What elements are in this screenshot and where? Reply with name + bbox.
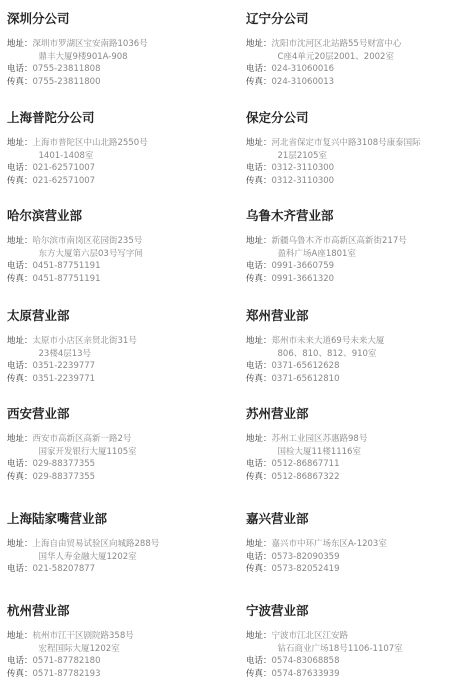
office-name: 辽宁分公司	[246, 11, 309, 26]
phone-label: 电话：	[246, 361, 272, 371]
office-card-jiaxing	[246, 512, 387, 576]
phone-value: 0574-83068858	[271, 656, 340, 666]
phone-label: 电话：	[7, 163, 33, 173]
phone-label: 电话：	[246, 163, 272, 173]
fax-label: 传真：	[7, 373, 33, 384]
phone-row	[7, 260, 143, 273]
office-name: 上海陆家嘴营业部	[7, 511, 108, 526]
fax-value: 0371-65612810	[271, 373, 340, 384]
office-name: 太原营业部	[7, 308, 70, 323]
fax-row	[7, 471, 137, 484]
address-label: 地址：	[246, 39, 272, 49]
phone-label: 电话：	[7, 564, 33, 574]
fax-value: 0451-87751191	[32, 273, 101, 284]
fax-label: 传真：	[246, 471, 272, 482]
phone-value: 021-58207877	[32, 564, 96, 574]
fax-label: 传真：	[7, 668, 33, 679]
address-row	[7, 235, 143, 260]
phone-value: 0755-23811808	[32, 64, 101, 74]
address-label: 地址：	[246, 434, 272, 444]
address-label: 地址：	[7, 539, 33, 549]
address-label: 地址：	[7, 236, 33, 246]
phone-row	[7, 63, 148, 76]
address-value: 宁波市江北区江安路 钻石商业广场18号1106-1107室	[271, 631, 403, 654]
phone-row	[7, 360, 137, 373]
office-name: 杭州营业部	[7, 603, 70, 618]
fax-value: 0573-82052419	[271, 564, 340, 574]
fax-value: 029-88377355	[32, 471, 96, 482]
office-name: 郑州营业部	[246, 308, 309, 323]
address-row	[7, 137, 148, 162]
fax-label: 传真：	[246, 373, 272, 384]
phone-row	[246, 655, 403, 668]
office-card-baoding	[246, 111, 421, 187]
fax-value: 0571-87782193	[32, 668, 101, 679]
phone-label: 电话：	[246, 459, 272, 469]
address-label: 地址：	[7, 336, 33, 346]
phone-label: 电话：	[246, 261, 272, 271]
office-card-taiyuan	[7, 309, 137, 385]
address-label: 地址：	[7, 39, 33, 49]
fax-row	[7, 373, 137, 386]
fax-label: 传真：	[7, 471, 33, 482]
phone-row	[246, 260, 407, 273]
address-label: 地址：	[246, 631, 272, 641]
address-row	[246, 630, 403, 655]
fax-row	[246, 273, 407, 286]
phone-value: 0312-3110300	[271, 163, 335, 173]
address-row	[246, 335, 384, 360]
phone-value: 0573-82090359	[271, 551, 340, 562]
fax-row	[7, 273, 143, 286]
phone-label: 电话：	[7, 64, 33, 74]
fax-value: 0512-86867322	[271, 471, 340, 482]
address-row	[246, 235, 407, 260]
office-card-liaoning	[246, 12, 401, 88]
fax-row	[246, 563, 387, 576]
phone-row	[7, 563, 159, 576]
phone-value: 0451-87751191	[32, 261, 101, 271]
fax-value: 024-31060013	[271, 76, 335, 87]
phone-row	[246, 63, 401, 76]
address-label: 地址：	[246, 336, 272, 346]
office-name: 深圳分公司	[7, 11, 70, 26]
phone-value: 0571-87782180	[32, 656, 101, 666]
office-name: 乌鲁木齐营业部	[246, 208, 334, 223]
fax-value: 0755-23811800	[32, 76, 101, 87]
fax-row	[246, 668, 403, 681]
office-card-ningbo	[246, 604, 403, 680]
fax-label: 传真：	[246, 564, 272, 574]
office-card-zhengzhou	[246, 309, 384, 385]
address-value: 杭州市江干区剧院路358号 宏程国际大厦1202室	[32, 631, 134, 654]
phone-row	[246, 360, 384, 373]
fax-label: 传真：	[246, 273, 272, 284]
address-row	[246, 433, 367, 458]
address-value: 上海市普陀区中山北路2550号 1401-1408室	[32, 138, 148, 161]
address-value: 苏州工业园区苏惠路98号 国检大厦11楼1116室	[271, 434, 368, 457]
address-row	[7, 538, 159, 563]
fax-row	[246, 471, 367, 484]
fax-row	[7, 175, 148, 188]
address-value: 上海自由贸易试验区向城路288号 国华人寿金融大厦1202室	[32, 539, 160, 562]
office-card-shanghai-lujiazui	[7, 512, 159, 576]
fax-value: 0991-3661320	[271, 273, 335, 284]
office-name: 苏州营业部	[246, 406, 309, 421]
address-label: 地址：	[246, 236, 272, 246]
phone-value: 024-31060016	[271, 64, 335, 74]
address-row	[7, 630, 134, 655]
phone-row	[7, 655, 134, 668]
fax-label: 传真：	[246, 668, 272, 679]
phone-label: 电话：	[7, 361, 33, 371]
office-card-urumqi	[246, 209, 407, 285]
phone-value: 029-88377355	[32, 459, 96, 469]
fax-label: 传真：	[7, 76, 33, 87]
address-value: 新疆乌鲁木齐市高新区高新街217号 盈科广场A座1801室	[271, 236, 407, 259]
address-row	[7, 335, 137, 360]
phone-value: 0351-2239777	[32, 361, 96, 371]
fax-row	[246, 373, 384, 386]
address-label: 地址：	[7, 631, 33, 641]
office-card-hangzhou	[7, 604, 134, 680]
address-value: 河北省保定市复兴中路3108号康泰国际 21层2105室	[271, 138, 421, 161]
fax-row	[246, 76, 401, 89]
office-name: 上海普陀分公司	[7, 110, 95, 125]
address-value: 沈阳市沈河区北站路55号财富中心 C座4单元20层2001、2002室	[271, 39, 402, 62]
address-label: 地址：	[7, 138, 33, 148]
phone-label: 电话：	[7, 656, 33, 666]
address-row	[246, 38, 401, 63]
fax-row	[7, 668, 134, 681]
office-card-shenzhen	[7, 12, 148, 88]
address-value: 嘉兴市中环广场东区A-1203室	[271, 539, 387, 549]
fax-label: 传真：	[246, 76, 272, 87]
fax-row	[246, 175, 421, 188]
phone-value: 021-62571007	[32, 163, 96, 173]
fax-value: 0351-2239771	[32, 373, 96, 384]
phone-value: 0512-86867711	[271, 459, 340, 469]
office-name: 哈尔滨营业部	[7, 208, 83, 223]
office-card-shanghai-putuo	[7, 111, 148, 187]
address-value: 哈尔滨市南岗区花园街235号 东方大厦第六层03号写字间	[32, 236, 143, 259]
office-card-suzhou	[246, 407, 367, 483]
phone-label: 电话：	[246, 551, 272, 562]
office-name: 保定分公司	[246, 110, 309, 125]
address-label: 地址：	[246, 539, 272, 549]
phone-label: 电话：	[7, 261, 33, 271]
address-value: 太原市小店区亲贤北街31号 23楼4层13号	[32, 336, 137, 359]
phone-value: 0371-65612628	[271, 361, 340, 371]
fax-label: 传真：	[7, 175, 33, 186]
office-name: 宁波营业部	[246, 603, 309, 618]
phone-row	[7, 458, 137, 471]
office-card-xian	[7, 407, 137, 483]
address-label: 地址：	[7, 434, 33, 444]
phone-value: 0991-3660759	[271, 261, 335, 271]
phone-row	[7, 162, 148, 175]
phone-row	[246, 162, 421, 175]
address-value: 郑州市未来大道69号未来大厦 806、810、812、910室	[271, 336, 385, 359]
office-card-harbin	[7, 209, 143, 285]
address-value: 深圳市罗湖区宝安南路1036号 鼎丰大厦9楼901A-908	[32, 39, 148, 62]
address-label: 地址：	[246, 138, 272, 148]
address-row	[7, 38, 148, 63]
phone-row	[246, 551, 387, 564]
address-row	[246, 137, 421, 162]
fax-row	[7, 76, 148, 89]
office-name: 嘉兴营业部	[246, 511, 309, 526]
address-row	[246, 538, 387, 551]
fax-value: 0312-3110300	[271, 175, 335, 186]
phone-label: 电话：	[7, 459, 33, 469]
phone-label: 电话：	[246, 64, 272, 74]
fax-value: 021-62571007	[32, 175, 96, 186]
office-name: 西安营业部	[7, 406, 70, 421]
fax-value: 0574-87633939	[271, 668, 340, 679]
phone-row	[246, 458, 367, 471]
address-value: 西安市高新区高新一路2号 国家开发银行大厦1105室	[32, 434, 137, 457]
fax-label: 传真：	[246, 175, 272, 186]
fax-label: 传真：	[7, 273, 33, 284]
address-row	[7, 433, 137, 458]
phone-label: 电话：	[246, 656, 272, 666]
